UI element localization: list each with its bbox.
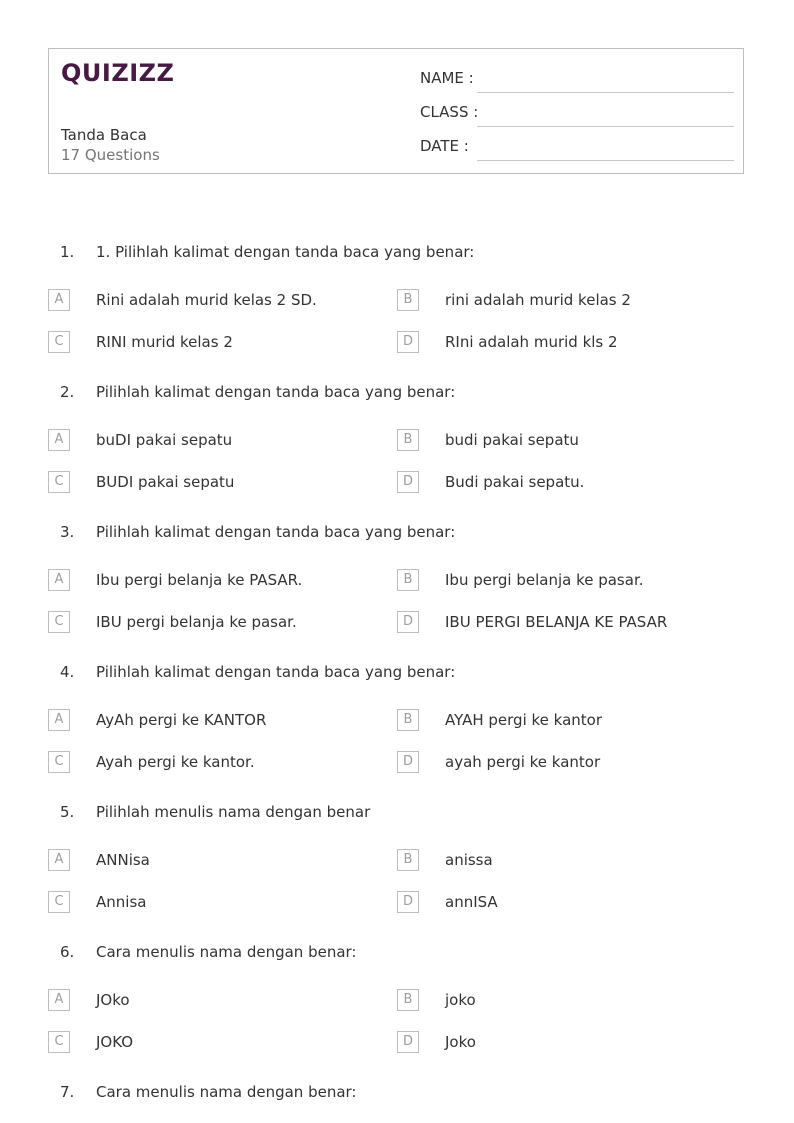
option-letter: D <box>397 1031 419 1053</box>
option-letter: D <box>397 611 419 633</box>
option-text: BUDI pakai sepatu <box>96 473 235 491</box>
question-number: 5. <box>60 803 75 821</box>
option-text: Rini adalah murid kelas 2 SD. <box>96 291 317 309</box>
option-text: ANNisa <box>96 851 150 869</box>
option-letter: D <box>397 331 419 353</box>
option-text: ayah pergi ke kantor <box>445 753 601 771</box>
class-label: CLASS : <box>420 103 479 121</box>
option-letter: A <box>48 569 70 591</box>
option-letter: D <box>397 891 419 913</box>
option-letter: A <box>48 709 70 731</box>
quizizz-logo: QUIZIZZ <box>61 59 175 87</box>
option-text: IBU PERGI BELANJA KE PASAR <box>445 613 668 631</box>
question-text: Pilihlah kalimat dengan tanda baca yang benar: <box>96 523 456 541</box>
option-text: Ayah pergi ke kantor. <box>96 753 255 771</box>
option-text: annISA <box>445 893 498 911</box>
question-number: 4. <box>60 663 75 681</box>
question-count: 17 Questions <box>61 146 160 164</box>
option-letter: A <box>48 849 70 871</box>
option-text: IBU pergi belanja ke pasar. <box>96 613 297 631</box>
option-text: anissa <box>445 851 493 869</box>
option-letter: C <box>48 751 70 773</box>
date-field[interactable] <box>420 137 734 161</box>
question-number: 3. <box>60 523 75 541</box>
class-line <box>477 126 734 127</box>
option-letter: C <box>48 611 70 633</box>
option-text: Budi pakai sepatu. <box>445 473 585 491</box>
option-letter: B <box>397 429 419 451</box>
worksheet-header <box>48 48 744 174</box>
option-letter: D <box>397 751 419 773</box>
name-line <box>477 92 734 93</box>
option-letter: B <box>397 289 419 311</box>
option-letter: B <box>397 849 419 871</box>
option-text: AyAh pergi ke KANTOR <box>96 711 267 729</box>
option-text: rini adalah murid kelas 2 <box>445 291 631 309</box>
question-number: 1. <box>60 243 75 261</box>
name-field[interactable] <box>420 69 734 93</box>
option-letter: B <box>397 709 419 731</box>
question-text: Pilihlah kalimat dengan tanda baca yang benar: <box>96 663 456 681</box>
question-text: Cara menulis nama dengan benar: <box>96 943 357 961</box>
option-text: JOko <box>96 991 130 1009</box>
option-text: joko <box>445 991 476 1009</box>
option-letter: D <box>397 471 419 493</box>
question-number: 6. <box>60 943 75 961</box>
option-text: Ibu pergi belanja ke pasar. <box>445 571 644 589</box>
option-letter: C <box>48 471 70 493</box>
option-letter: C <box>48 1031 70 1053</box>
option-letter: B <box>397 989 419 1011</box>
option-text: Joko <box>445 1033 476 1051</box>
option-letter: C <box>48 891 70 913</box>
option-text: JOKO <box>96 1033 134 1051</box>
class-field[interactable] <box>420 103 734 127</box>
option-letter: B <box>397 569 419 591</box>
option-text: budi pakai sepatu <box>445 431 579 449</box>
option-text: RINI murid kelas 2 <box>96 333 233 351</box>
question-text: Cara menulis nama dengan benar: <box>96 1083 357 1101</box>
option-text: Annisa <box>96 893 147 911</box>
question-text: Pilihlah menulis nama dengan benar <box>96 803 371 821</box>
option-text: Ibu pergi belanja ke PASAR. <box>96 571 303 589</box>
date-line <box>477 160 734 161</box>
question-text: Pilihlah kalimat dengan tanda baca yang benar: <box>96 383 456 401</box>
question-number: 7. <box>60 1083 75 1101</box>
option-text: buDI pakai sepatu <box>96 431 233 449</box>
worksheet-title: Tanda Baca <box>61 126 147 144</box>
option-letter: C <box>48 331 70 353</box>
date-label: DATE : <box>420 137 469 155</box>
option-letter: A <box>48 289 70 311</box>
option-text: AYAH pergi ke kantor <box>445 711 603 729</box>
question-number: 2. <box>60 383 75 401</box>
option-letter: A <box>48 989 70 1011</box>
name-label: NAME : <box>420 69 474 87</box>
option-letter: A <box>48 429 70 451</box>
option-text: RIni adalah murid kls 2 <box>445 333 618 351</box>
question-text: 1. Pilihlah kalimat dengan tanda baca yang benar: <box>96 243 475 261</box>
